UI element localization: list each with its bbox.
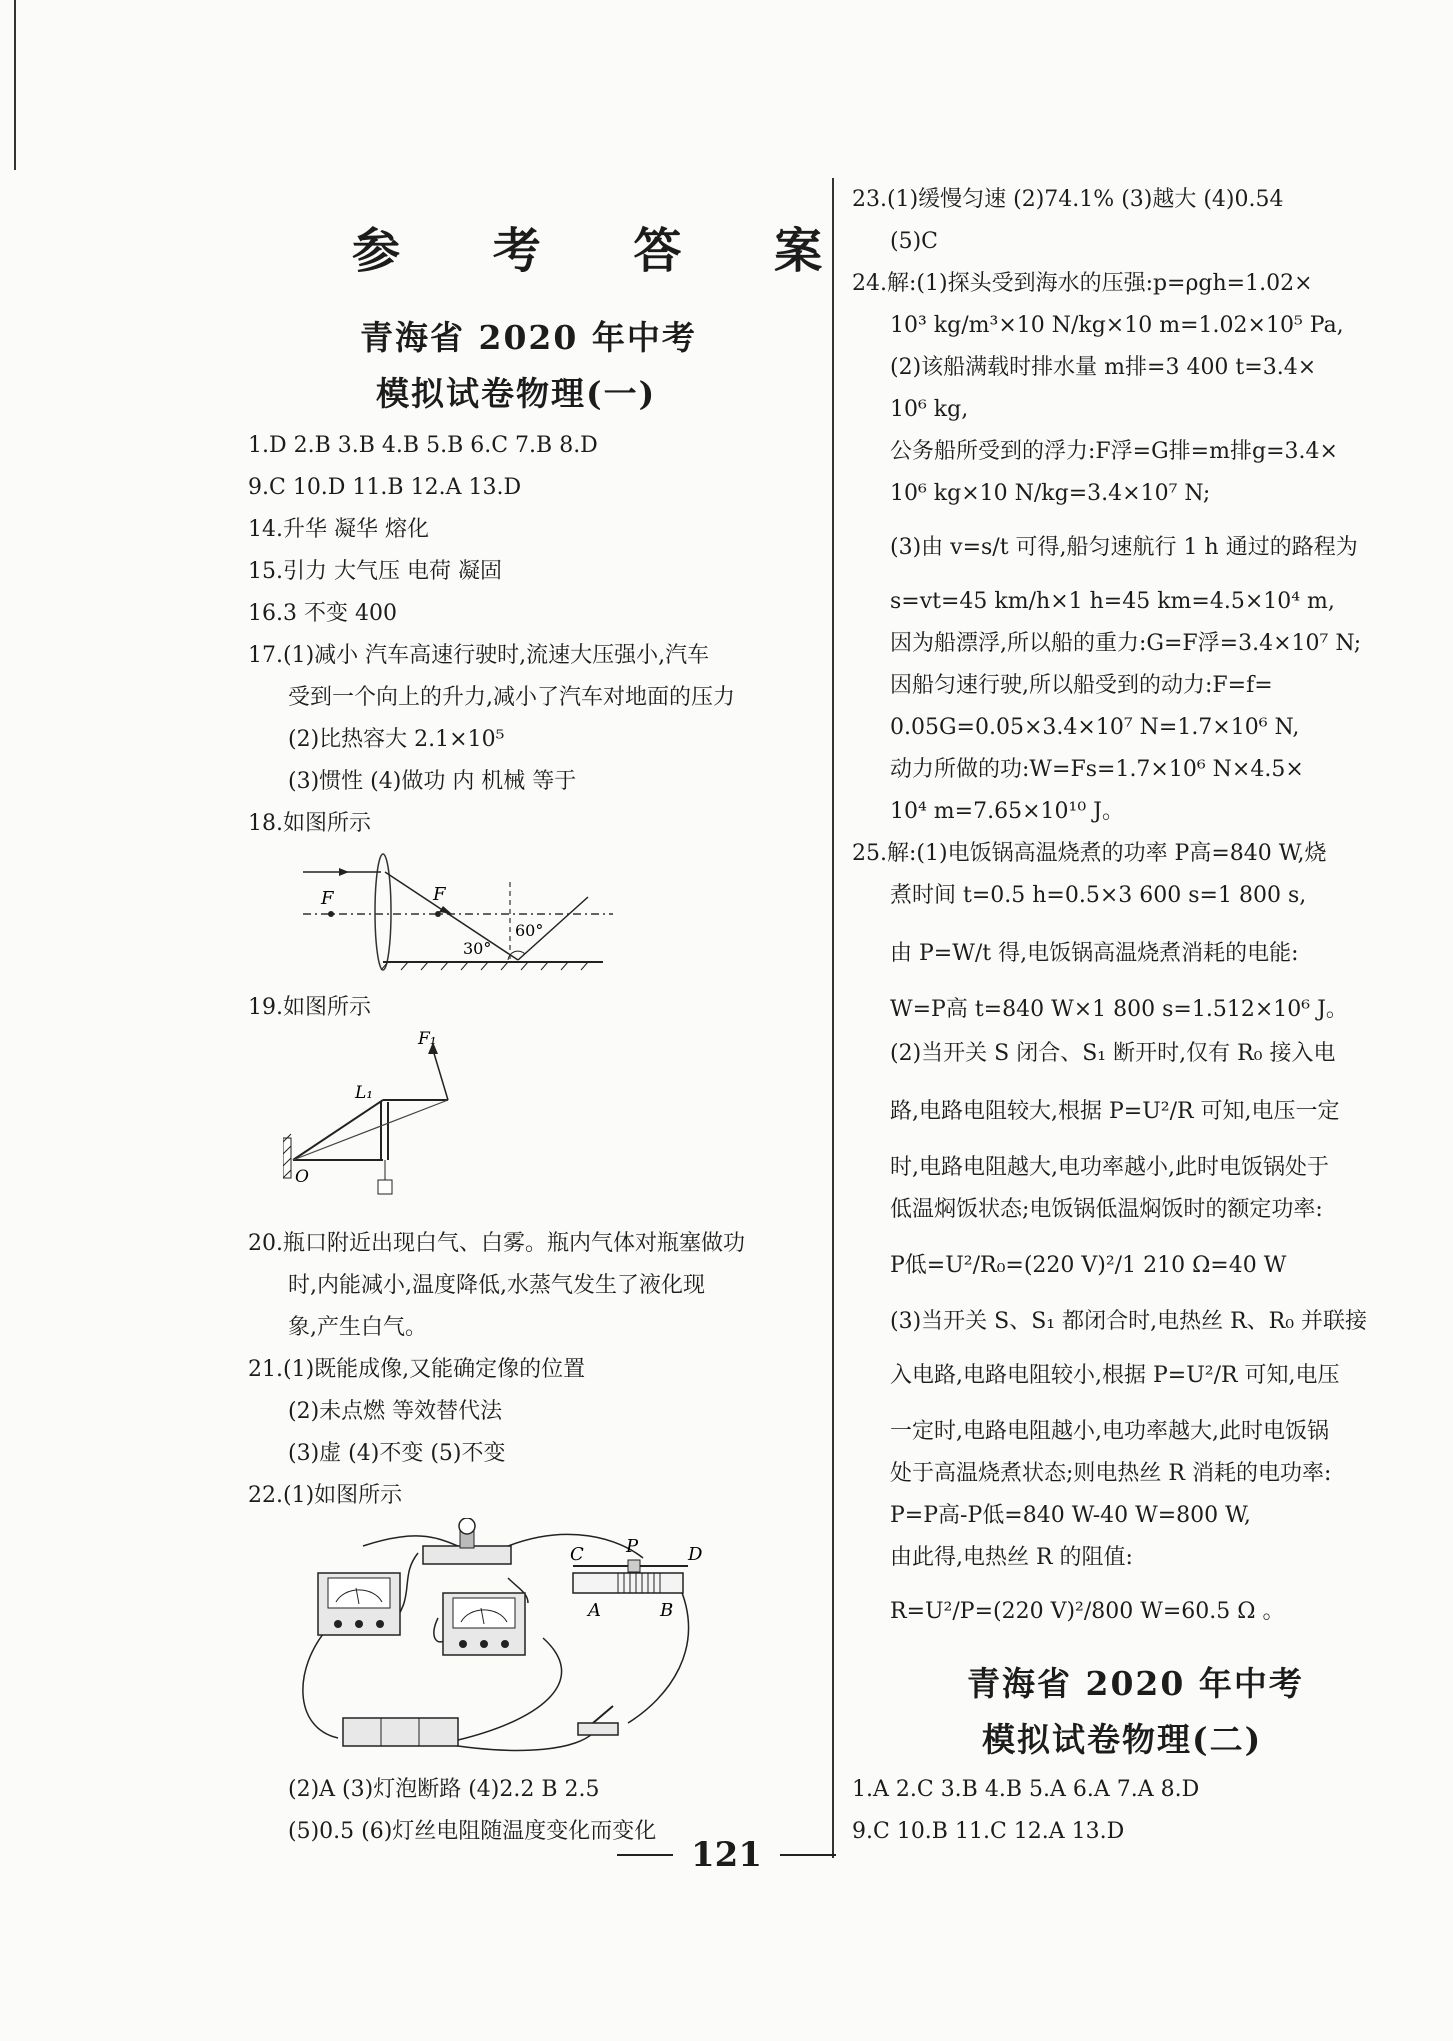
answer-line: 21.(1)既能成像,又能确定像的位置 <box>248 1357 586 1382</box>
fig22-label-b: B <box>660 1600 674 1621</box>
fig22-label-a: A <box>588 1600 601 1621</box>
answer-line: 煮时间 t=0.5 h=0.5×3 600 s=1 800 s, <box>890 883 1307 908</box>
answer-line: 24.解:(1)探头受到海水的压强:p=ρgh=1.02× <box>852 271 1313 296</box>
page-title: 参 考 答 案 <box>352 223 861 279</box>
answer-line: 10³ kg/m³×10 N/kg×10 m=1.02×10⁵ Pa, <box>890 313 1344 338</box>
fig19-pivot-label: O <box>295 1167 309 1187</box>
answer-line: 路,电路电阻较大,根据 P=U²/R 可知,电压一定 <box>890 1099 1340 1124</box>
answer-line: 因船匀速行驶,所以船受到的动力:F=f= <box>890 673 1273 698</box>
answer-line: 17.(1)减小 汽车高速行驶时,流速大压强小,汽车 <box>248 643 710 668</box>
answer-line: 由 P=W/t 得,电饭锅高温烧煮消耗的电能: <box>890 941 1299 966</box>
answer-line: (2)比热容大 2.1×10⁵ <box>288 727 505 752</box>
answer-line: 20.瓶口附近出现白气、白雾。瓶内气体对瓶塞做功 <box>248 1231 745 1256</box>
fig18-f-left: F <box>321 888 334 909</box>
answer-line: 19.如图所示 <box>248 995 371 1020</box>
answer-line: 1.A 2.C 3.B 4.B 5.A 6.A 7.A 8.D <box>852 1777 1200 1802</box>
page-number-footer <box>0 1825 1453 1875</box>
answer-line: (2)未点燃 等效替代法 <box>288 1399 503 1424</box>
dash-right <box>780 1854 836 1856</box>
answer-line: 0.05G=0.05×3.4×10⁷ N=1.7×10⁶ N, <box>890 715 1300 740</box>
fig22-label-p: P <box>626 1536 639 1557</box>
fig19-force-label: F₁ <box>418 1030 437 1049</box>
answer-line: 一定时,电路电阻越小,电功率越大,此时电饭锅 <box>890 1419 1329 1444</box>
answer-line: W=P高 t=840 W×1 800 s=1.512×10⁶ J。 <box>890 997 1348 1022</box>
answer-line: P=P高-P低=840 W-40 W=800 W, <box>890 1503 1251 1528</box>
answer-line: (5)C <box>890 229 938 254</box>
answer-line: 受到一个向上的升力,减小了汽车对地面的压力 <box>288 685 735 710</box>
answer-line: 动力所做的功:W=Fs=1.7×10⁶ N×4.5× <box>890 757 1304 782</box>
answer-line: R=U²/P=(220 V)²/800 W=60.5 Ω 。 <box>890 1599 1285 1624</box>
answer-line: 10⁴ m=7.65×10¹⁰ J。 <box>890 799 1124 824</box>
answer-line: 时,电路电阻越大,电功率越小,此时电饭锅处于 <box>890 1155 1329 1180</box>
answer-line: (3)当开关 S、S₁ 都闭合时,电热丝 R、R₀ 并联接 <box>890 1309 1368 1334</box>
answer-line: 10⁶ kg, <box>890 397 969 422</box>
fig18-angle-60: 60° <box>515 921 544 940</box>
section2-subtitle: 模拟试卷物理(二) <box>982 1720 1263 1759</box>
column-divider <box>832 178 834 1858</box>
answer-line: 低温焖饭状态;电饭锅低温焖饭时的额定功率: <box>890 1197 1323 1222</box>
answer-line: 由此得,电热丝 R 的阻值: <box>890 1545 1133 1570</box>
answer-line: 公务船所受到的浮力:F浮=G排=m排g=3.4× <box>890 439 1338 464</box>
figure-18-optics <box>303 842 673 977</box>
figure-19-lever <box>283 1030 523 1210</box>
answer-line: 10⁶ kg×10 N/kg=3.4×10⁷ N; <box>890 481 1211 506</box>
fig19-arm-label: L₁ <box>355 1083 374 1103</box>
margin-rule <box>14 0 16 170</box>
dash-left <box>617 1854 673 1856</box>
answer-line: 处于高温烧煮状态;则电热丝 R 消耗的电功率: <box>890 1461 1332 1486</box>
fig22-label-c: C <box>570 1544 584 1565</box>
answer-line: 9.C 10.B 11.C 12.A 13.D <box>852 1819 1125 1844</box>
fig18-angle-30: 30° <box>463 939 492 958</box>
answer-line: 23.(1)缓慢匀速 (2)74.1% (3)越大 (4)0.54 <box>852 187 1284 212</box>
answer-line: 1.D 2.B 3.B 4.B 5.B 6.C 7.B 8.D <box>248 433 598 458</box>
answer-line: (5)0.5 (6)灯丝电阻随温度变化而变化 <box>288 1819 657 1844</box>
page-number: 121 <box>691 1835 762 1875</box>
answer-line: 14.升华 凝华 熔化 <box>248 517 429 542</box>
figure-22-circuit <box>288 1518 758 1758</box>
section1-title: 青海省 2020 年中考 <box>360 318 697 357</box>
answer-line: (3)惯性 (4)做功 内 机械 等于 <box>288 769 577 794</box>
section2-title: 青海省 2020 年中考 <box>967 1664 1304 1703</box>
answer-line: (3)由 v=s/t 可得,船匀速航行 1 h 通过的路程为 <box>890 535 1358 560</box>
answer-line: s=vt=45 km/h×1 h=45 km=4.5×10⁴ m, <box>890 589 1335 614</box>
answer-line: 15.引力 大气压 电荷 凝固 <box>248 559 502 584</box>
answer-line: 16.3 不变 400 <box>248 601 397 626</box>
section1-subtitle: 模拟试卷物理(一) <box>376 374 657 413</box>
answer-line: 入电路,电路电阻较小,根据 P=U²/R 可知,电压 <box>890 1363 1340 1388</box>
answer-line: (2)该船满载时排水量 m排=3 400 t=3.4× <box>890 355 1317 380</box>
answer-line: 象,产生白气。 <box>288 1315 427 1340</box>
answer-line: 18.如图所示 <box>248 811 371 836</box>
answer-line: 时,内能减小,温度降低,水蒸气发生了液化现 <box>288 1273 705 1298</box>
answer-line: (3)虚 (4)不变 (5)不变 <box>288 1441 506 1466</box>
answer-line: (2)A (3)灯泡断路 (4)2.2 B 2.5 <box>288 1777 600 1802</box>
fig18-f-right: F <box>433 884 446 905</box>
answer-line: 25.解:(1)电饭锅高温烧煮的功率 P高=840 W,烧 <box>852 841 1327 866</box>
answer-line: (2)当开关 S 闭合、S₁ 断开时,仅有 R₀ 接入电 <box>890 1041 1336 1066</box>
fig22-label-d: D <box>688 1544 703 1565</box>
answer-line: 22.(1)如图所示 <box>248 1483 403 1508</box>
answer-line: P低=U²/R₀=(220 V)²/1 210 Ω=40 W <box>890 1253 1287 1278</box>
answer-line: 9.C 10.D 11.B 12.A 13.D <box>248 475 522 500</box>
answer-line: 因为船漂浮,所以船的重力:G=F浮=3.4×10⁷ N; <box>890 631 1362 656</box>
